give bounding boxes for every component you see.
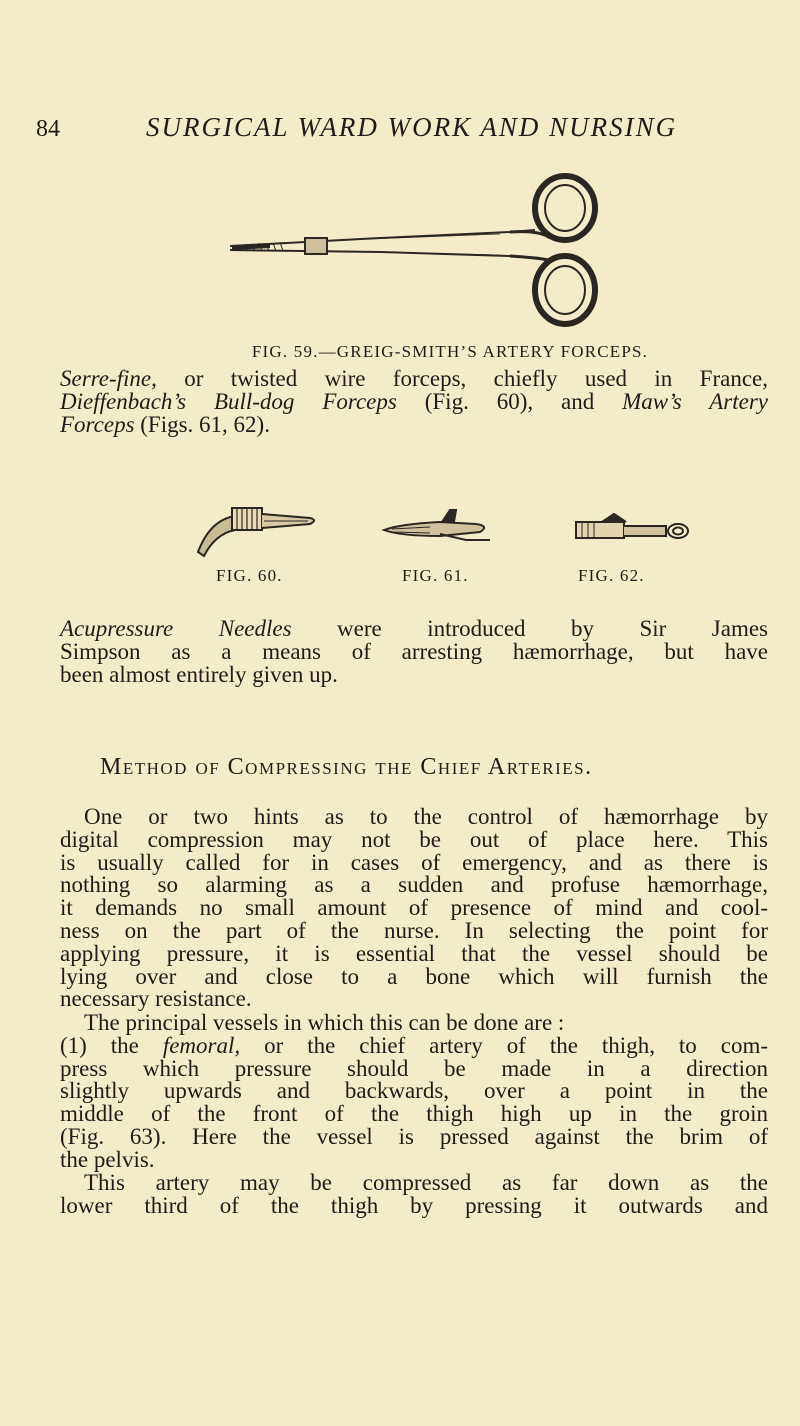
text: (Figs. 61, 62). [134,411,270,437]
bulldog-forceps-illustration [190,500,330,560]
text-line: been almost entirely given up. [60,661,338,687]
text: or the chief artery of the thigh, to com- [240,1032,768,1058]
figure-59-caption: FIG. 59.—GREIG-SMITH’S ARTERY FORCEPS. [251,342,649,361]
figure-60-caption: FIG. 60. [216,566,283,585]
text-line: lying over and close to a bone which will furnish the [60,963,768,989]
figure-61-caption: FIG. 61. [402,566,469,585]
text-line: The principal vessels in which this can be done are : [84,1010,565,1035]
text-line: press which pressure should be made in a direction [60,1055,768,1081]
artery-forceps-small-illustration [380,500,520,560]
text-line: it demands no small amount of presence of mind and cool- [60,895,768,921]
text-italic: Dieffenbach’s Bull-dog Forceps [60,388,397,414]
text-line: Simpson as a means of arresting hæmorrhage, but have [60,638,768,664]
figure-row [190,500,760,590]
text-line: One or two hints as to the control of hæmorrhage by [84,804,768,829]
text-line: nothing so alarming as a sudden and profuse hæmorrhage, [60,872,768,898]
text: were introduced by Sir James [291,616,769,641]
text-italic: Acupressure Needles [60,616,292,641]
text-line: the pelvis. [60,1146,155,1172]
text-line: (Fig. 63). Here the vessel is pressed against the brim of [60,1123,768,1149]
maw-forceps-illustration [566,500,706,560]
text: (1) the [60,1032,163,1058]
paragraph-compression [60,1172,768,1218]
text-line: digital compression may not be out of place here. This [60,826,768,852]
figure-62-caption: FIG. 62. [578,566,645,585]
text-italic: femoral, [162,1032,241,1058]
paragraph-acupressure [60,618,768,686]
text-line: ness on the part of the nurse. In selecting the point for [60,917,768,943]
text-italic: Forceps [60,411,135,437]
section-heading: Method of Compressing the Chief Arteries. [100,754,593,780]
paragraph-hints [60,806,768,1011]
text-line: applying pressure, it is essential that the vessel should be [60,940,768,966]
text-line: middle of the front of the thigh high up in the groin [60,1101,768,1127]
artery-forceps-illustration [210,160,620,340]
text-line: slightly upwards and backwards, over a point in the [60,1078,768,1104]
running-title: SURGICAL WARD WORK AND NURSING [146,112,678,142]
page-number: 84 [36,116,60,142]
text-line: This artery may be compressed as far down as the [84,1170,768,1195]
text: or twisted wire forceps, chiefly used in France, [156,366,768,391]
paragraph-principal-vessels [60,1012,768,1172]
paragraph-forceps [60,368,768,436]
text-line: necessary resistance. [60,986,252,1012]
text: (Fig. 60), and [396,388,623,414]
text-italic: Maw’s Artery [622,388,768,414]
text-line: is usually called for in cases of emergency, and as there is [60,849,768,875]
text-line: lower third of the thigh by pressing it outwards and [60,1192,768,1218]
text-italic: Serre-fine, [60,366,157,391]
